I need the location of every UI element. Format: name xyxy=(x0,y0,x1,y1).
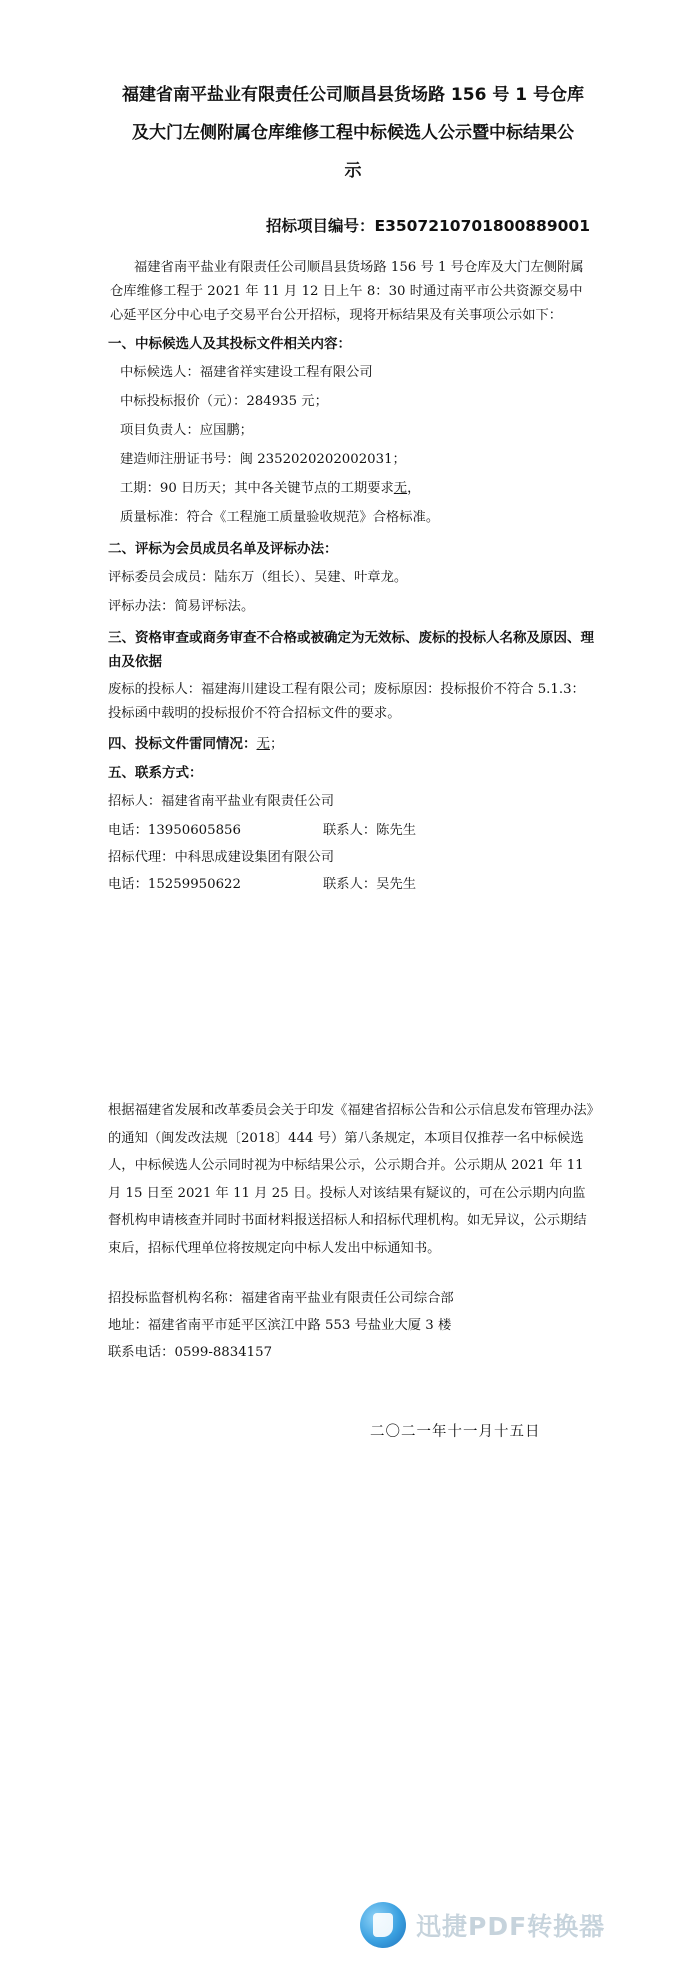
section-heading-3: 三、资格审查或商务审查不合格或被确定为无效标、废标的投标人名称及原因、理由及依据 xyxy=(108,630,594,670)
notice-paragraph: 根据福建省发展和改革委员会关于印发《福建省招标公告和公示信息发布管理办法》的通知（闽发改法规〔2018〕444 号）第八条规定，本项目仅推荐一名中标候选人，中标候选人公示同时视为中标结果公示，公示期合并。公示期从 2021 年 11 月 15 日至 2021 年 11 月 25 日。投标人对该结果有疑议的，可在公示期内向监督机构申请核查并同时书面材料报送招标人和招标代理机构。如无异议，公示期结束后，招标代理单位将按规定向中标人发出中标通知书。 xyxy=(108,1103,594,1256)
quality-standard: 质量标准：符合《工程施工质量验收规范》合格标准。 xyxy=(120,510,440,525)
underlined-value: 无 xyxy=(256,736,270,752)
intro-paragraph: 福建省南平盐业有限责任公司顺昌县货场路 156 号 1 号仓库及大门左侧附属仓库维修工程于 2021 年 11 月 12 日上午 8：30 时通过南平市公共资源交易中心延平区分中心电子交易平台公开招标，现将开标结果及有关事项公示如下： xyxy=(110,260,584,323)
candidate-price: 中标投标报价（元）：284935 元； xyxy=(120,394,328,409)
construction-period: 工期：90 日历天；其中各关键节点的工期要求无， xyxy=(120,481,421,496)
supervision-org: 招投标监督机构名称：福建省南平盐业有限责任公司综合部 xyxy=(108,1291,454,1306)
title-line: 示 xyxy=(344,161,362,181)
review-method: 评标办法：简易评标法。 xyxy=(108,599,255,614)
tenderer: 招标人：福建省南平盐业有限责任公司 xyxy=(108,794,335,809)
title-line: 福建省南平盐业有限责任公司顺昌县货场路 156 号 1 号仓库 xyxy=(122,85,584,105)
pdf-converter-logo-icon xyxy=(360,1902,406,1948)
builder-certificate: 建造师注册证书号：闽 2352020202002031； xyxy=(120,452,406,467)
project-number xyxy=(266,214,590,236)
project-manager: 项目负责人：应国鹏； xyxy=(120,423,253,438)
supervision-address: 地址：福建省南平市延平区滨江中路 553 号盐业大厦 3 楼 xyxy=(108,1318,452,1333)
watermark-text: 迅捷PDF转换器 xyxy=(416,1912,606,1941)
agent-contact: 联系人：吴先生 xyxy=(323,877,417,892)
document-title xyxy=(108,76,598,190)
section-heading-5: 五、联系方式： xyxy=(108,765,203,781)
section-heading-4: 四、投标文件雷同情况：无； xyxy=(108,736,284,752)
project-number-value: E3507210701800889001 xyxy=(374,217,590,235)
tenderer-phone: 电话：13950605856 xyxy=(108,823,241,838)
title-line: 及大门左侧附属仓库维修工程中标候选人公示暨中标结果公 xyxy=(132,123,574,143)
document-date: 二〇二一年十一月十五日 xyxy=(370,1424,541,1440)
section-heading-2: 二、评标为会员成员名单及评标办法： xyxy=(108,541,338,557)
invalid-bid-details: 废标的投标人：福建海川建设工程有限公司；废标原因：投标报价不符合 5.1.3：投标函中载明的投标报价不符合招标文件的要求。 xyxy=(108,682,585,721)
project-number-label: 招标项目编号： xyxy=(265,217,375,235)
review-members: 评标委员会成员：陆东万（组长）、吴建、叶章龙。 xyxy=(108,570,408,585)
agent-phone: 电话：15259950622 xyxy=(108,877,241,892)
tender-agent: 招标代理：中科思成建设集团有限公司 xyxy=(108,850,335,865)
section-heading-1: 一、中标候选人及其投标文件相关内容： xyxy=(108,336,351,352)
candidate-name: 中标候选人：福建省祥实建设工程有限公司 xyxy=(120,365,373,380)
supervision-phone: 联系电话：0599-8834157 xyxy=(108,1345,273,1360)
tenderer-contact: 联系人：陈先生 xyxy=(323,823,417,838)
watermark xyxy=(360,1902,605,1948)
underlined-value: 无 xyxy=(393,481,408,496)
